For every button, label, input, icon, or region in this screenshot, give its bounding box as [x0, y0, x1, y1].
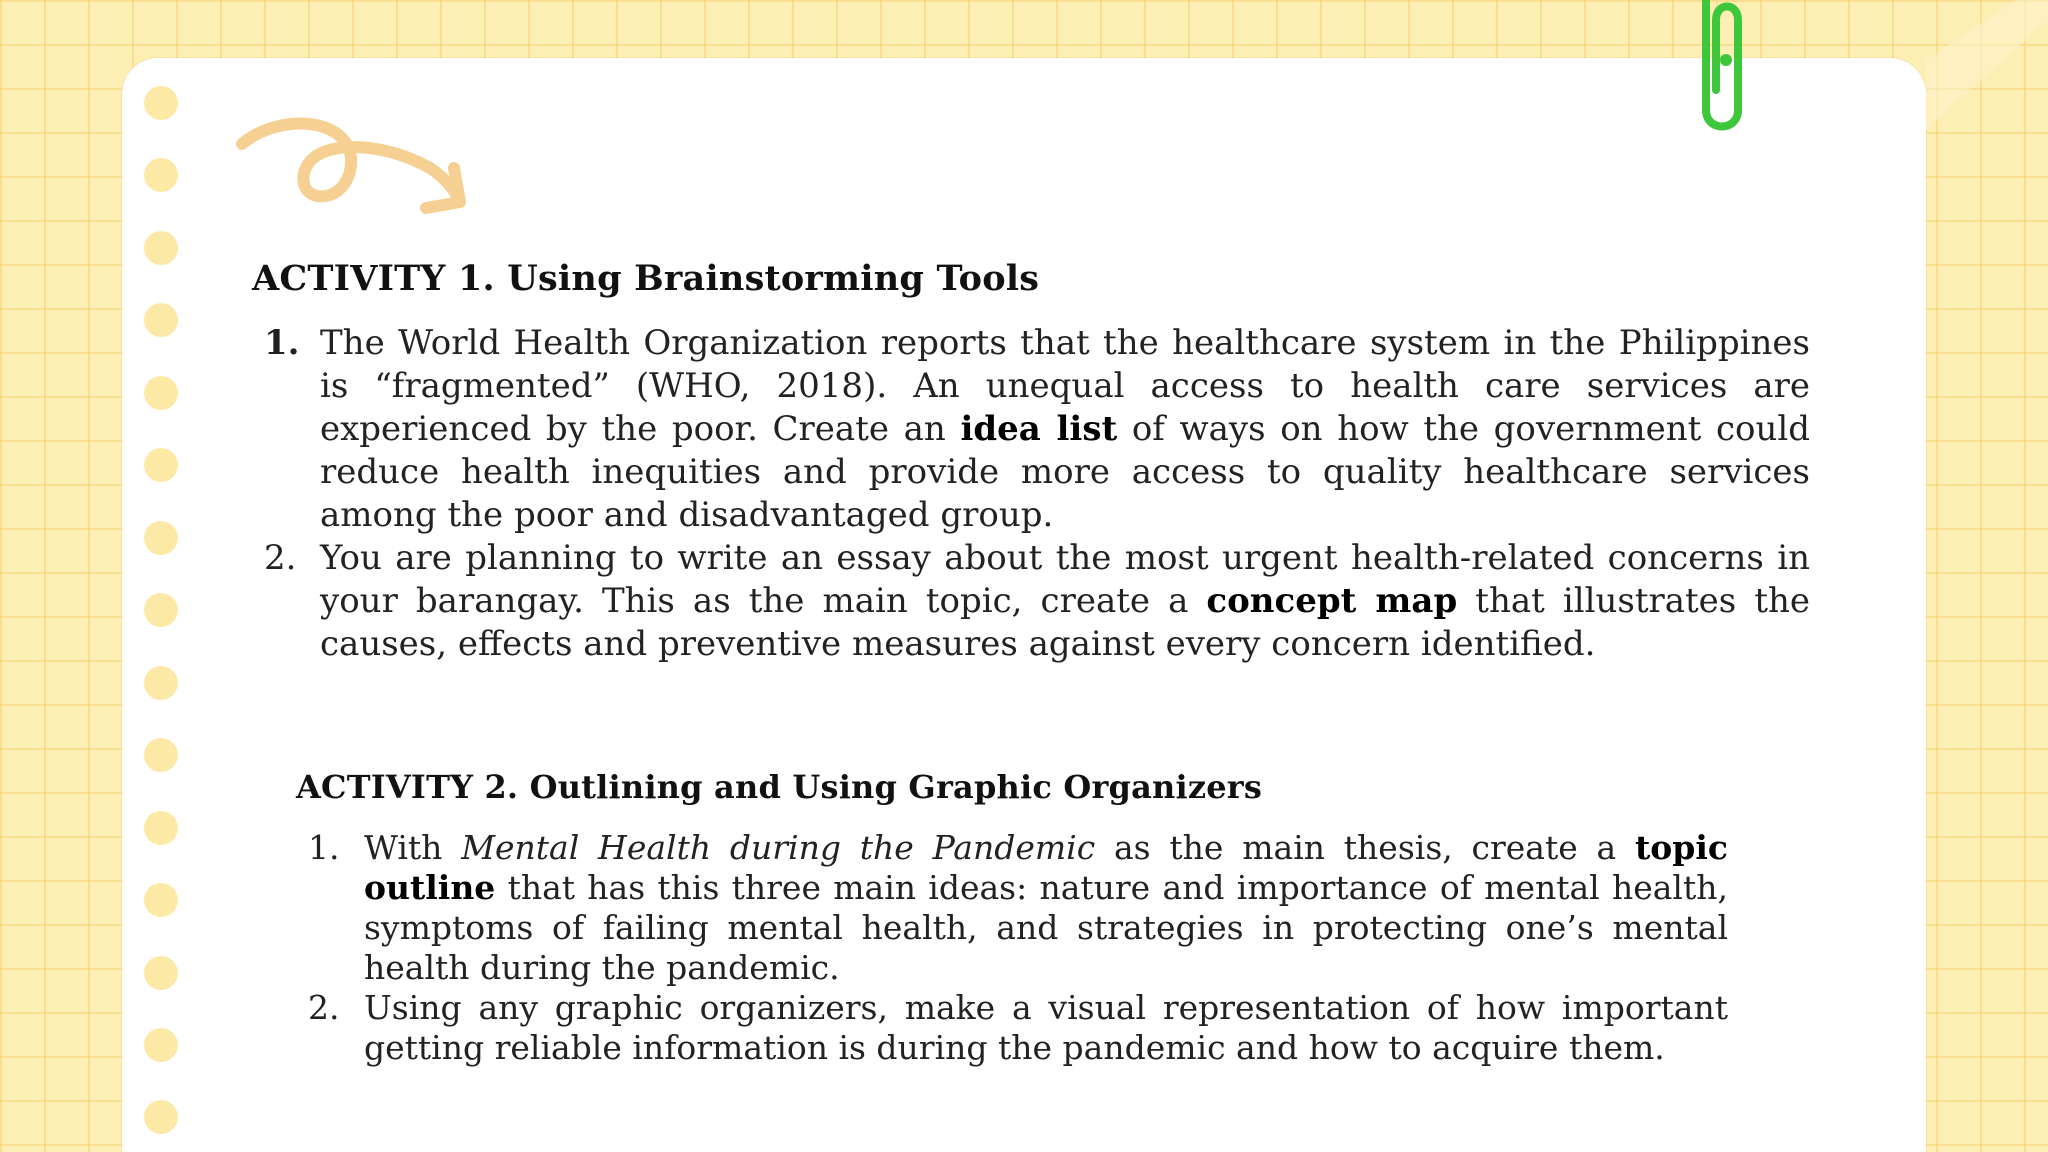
binder-holes [144, 86, 180, 1152]
item-bold-term: concept map [1206, 581, 1458, 621]
binder-hole [144, 883, 178, 917]
item-bold-term: topic outline [364, 828, 1728, 907]
item-text: that has this three main ideas: nature and importance of mental health, symptoms of failing mental health, and strategies in protecting one’s mental health during the pandemic. [364, 868, 1728, 987]
item-number: 1. [264, 323, 300, 363]
item-number: 2. [264, 538, 297, 578]
binder-hole [144, 521, 178, 555]
list-item [264, 322, 1810, 537]
activity-2-list [308, 828, 1728, 1068]
binder-hole [144, 666, 178, 700]
item-text: You are planning to write an essay about the most urgent health-related concerns in your barangay. This as the main topic, create a [320, 538, 1810, 621]
activity-1-heading: ACTIVITY 1. Using Brainstorming Tools [252, 258, 1040, 299]
activity-2-heading: ACTIVITY 2. Outlining and Using Graphic Organizers [296, 768, 1263, 806]
binder-hole [144, 303, 178, 337]
list-item [308, 828, 1728, 988]
binder-hole [144, 86, 178, 120]
item-text: as the main thesis, create a [1095, 828, 1636, 867]
binder-hole [144, 738, 178, 772]
activity-1-list [264, 322, 1810, 666]
paper-fold [1926, 0, 2048, 130]
binder-hole [144, 1028, 178, 1062]
binder-hole [144, 231, 178, 265]
item-text: that illustrates the causes, effects and preventive measures against every concern identified. [320, 581, 1810, 664]
binder-hole [144, 593, 178, 627]
list-item [308, 988, 1728, 1068]
list-item [264, 537, 1810, 666]
item-text: Using any graphic organizers, make a visual representation of how important getting reliable information is during the pandemic and how to acquire them. [364, 988, 1728, 1067]
curly-arrow-icon [230, 110, 470, 230]
item-text: With [364, 828, 462, 867]
item-italic-thesis: Mental Health during the Pandemic [461, 828, 1096, 867]
item-bold-term: idea list [960, 409, 1118, 449]
binder-hole [144, 1100, 178, 1134]
binder-hole [144, 376, 178, 410]
item-text: of ways on how the government could reduce health inequities and provide more access to quality healthcare services among the poor and disadvantaged group. [320, 409, 1810, 535]
binder-hole [144, 158, 178, 192]
binder-hole [144, 956, 178, 990]
binder-hole [144, 448, 178, 482]
binder-hole [144, 811, 178, 845]
paper-clip-icon [1692, 0, 1752, 140]
item-number: 1. [308, 828, 340, 867]
item-number: 2. [308, 988, 340, 1027]
item-text: The World Health Organization reports that the healthcare system in the Philippines is “fragmented” (WHO, 2018). An unequal access to health care services are experienced by the poor. Create an [320, 323, 1810, 449]
